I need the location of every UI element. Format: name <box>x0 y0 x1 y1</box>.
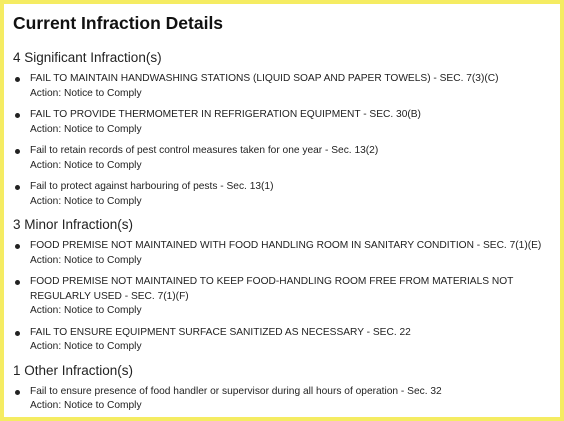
infraction-list <box>13 72 554 209</box>
infraction-text: FOOD PREMISE NOT MAINTAINED TO KEEP FOOD-HANDLING ROOM FREE FROM MATERIALS NOT REGULARLY USED - SEC. 7(1)(F) <box>30 276 514 302</box>
infraction-list <box>13 385 554 414</box>
infraction-item <box>13 275 554 319</box>
infraction-list <box>13 239 554 355</box>
infraction-text: FOOD PREMISE NOT MAINTAINED WITH FOOD HANDLING ROOM IN SANITARY CONDITION - SEC. 7(1)(E) <box>30 240 542 251</box>
infraction-action: Action: Notice to Comply <box>30 400 142 411</box>
section-heading: 3 Minor Infraction(s) <box>13 217 134 232</box>
page-title: Current Infraction Details <box>13 13 224 33</box>
section-minor <box>13 216 554 355</box>
infraction-text: FAIL TO MAINTAIN HANDWASHING STATIONS (LIQUID SOAP AND PAPER TOWELS) - SEC. 7(3)(C) <box>30 73 499 84</box>
section-significant <box>13 49 554 209</box>
infraction-item <box>13 108 554 137</box>
section-other <box>13 362 554 414</box>
infraction-action: Action: Notice to Comply <box>30 195 142 207</box>
section-heading: 4 Significant Infraction(s) <box>13 50 162 65</box>
bullet-icon <box>15 149 20 154</box>
infraction-text: Fail to ensure presence of food handler or supervisor during all hours of operation - Sec. 32 <box>30 385 442 397</box>
infraction-action: Action: Notice to Comply <box>30 254 142 266</box>
bullet-icon <box>15 244 20 249</box>
bullet-icon <box>15 390 20 395</box>
bullet-icon <box>15 331 20 336</box>
infraction-item <box>13 180 554 209</box>
infraction-action: Action: Notice to Comply <box>30 159 142 171</box>
infraction-item <box>13 385 554 414</box>
infraction-content <box>13 11 554 421</box>
infraction-item <box>13 326 554 355</box>
bullet-icon <box>15 280 20 285</box>
section-heading: 1 Other Infraction(s) <box>13 362 134 378</box>
bullet-icon <box>15 113 20 118</box>
infraction-action: Action: Notice to Comply <box>30 123 142 135</box>
bullet-icon <box>15 185 20 190</box>
infraction-item <box>13 72 554 101</box>
infraction-item <box>13 144 554 173</box>
infraction-item <box>13 239 554 268</box>
infraction-text: Fail to protect against harbouring of pests - Sec. 13(1) <box>30 181 274 192</box>
bullet-icon <box>15 77 20 82</box>
infraction-action: Action: Notice to Comply <box>30 305 142 316</box>
infraction-text: FAIL TO ENSURE EQUIPMENT SURFACE SANITIZED AS NECESSARY - SEC. 22 <box>30 326 411 338</box>
infraction-text: Fail to retain records of pest control measures taken for one year - Sec. 13(2) <box>30 145 379 156</box>
infraction-text: FAIL TO PROVIDE THERMOMETER IN REFRIGERATION EQUIPMENT - SEC. 30(B) <box>30 109 421 120</box>
infraction-action: Action: Notice to Comply <box>30 341 142 352</box>
infraction-action: Action: Notice to Comply <box>30 87 142 99</box>
